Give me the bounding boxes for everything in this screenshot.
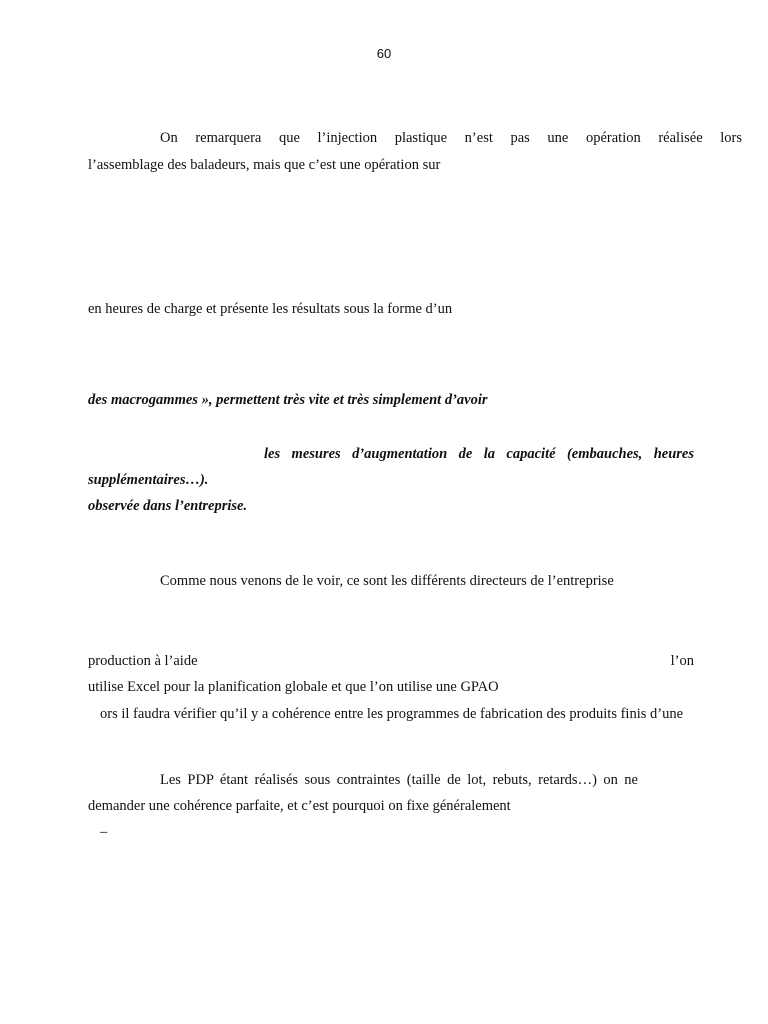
- bold-italic-line-4: observée dans l’entreprise.: [88, 498, 248, 514]
- paragraph-1-line-1: On remarquera que l’injection plastique n’est pas une opération réalisée lors: [160, 130, 742, 146]
- dash-line: –: [100, 824, 108, 840]
- paragraph-4-line-1-start: production à l’aide: [88, 653, 198, 669]
- page-number: 60: [376, 46, 392, 61]
- paragraph-3-line-1: Comme nous venons de le voir, ce sont les différents directeurs de l’entreprise: [160, 573, 614, 589]
- paragraph-4-line-3: ors il faudra vérifier qu’il y a cohérence entre les programmes de fabrication des produits finis d’une: [100, 706, 684, 722]
- paragraph-5-line-2: demander une cohérence parfaite, et c’est pourquoi on fixe généralement: [88, 798, 511, 814]
- paragraph-4-line-1-end: l’on: [670, 653, 694, 669]
- bold-italic-line-3: supplémentaires…).: [88, 472, 209, 488]
- paragraph-5-line-1: Les PDP étant réalisés sous contraintes (taille de lot, rebuts, retards…) on ne: [160, 772, 638, 788]
- paragraph-1-line-2: l’assemblage des baladeurs, mais que c’est une opération sur: [88, 157, 441, 173]
- paragraph-2-line: en heures de charge et présente les résultats sous la forme d’un: [88, 301, 453, 317]
- bold-italic-line-2: les mesures d’augmentation de la capacité (embauches, heures: [264, 446, 694, 462]
- paragraph-4-line-2: utilise Excel pour la planification globale et que l’on utilise une GPAO: [88, 679, 499, 695]
- bold-italic-line-1: des macrogammes », permettent très vite et très simplement d’avoir: [88, 392, 488, 408]
